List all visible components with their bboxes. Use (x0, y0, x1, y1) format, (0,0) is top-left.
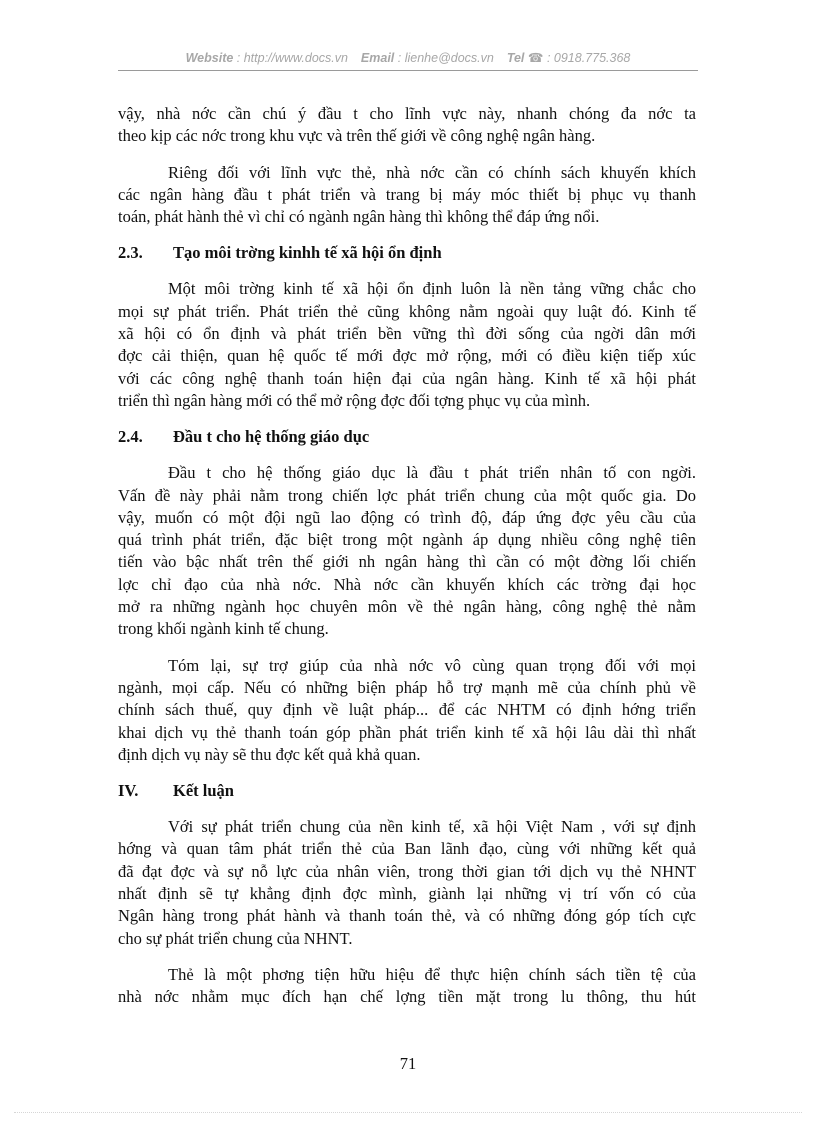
section-title: Tạo môi trờng kinhh tế xã hội ổn định (173, 243, 442, 263)
text-line: Tóm lại, sự trợ giúp của nhà nớc vô cùng quan trọng đối với mọi (168, 655, 696, 675)
text-line: Vấn đề này phải nằm trong chiến lợc phát triển chung của một quốc gia. Do (118, 485, 696, 505)
text-line: quá trình phát triển, đặc biệt trong một ngành áp dụng nhiều công nghệ tiên (118, 530, 696, 550)
paragraph-4 (118, 462, 696, 640)
phone-icon: ☎ (527, 51, 544, 65)
text-line: theo kịp các nớc trong khu vực và trên thế giới về công nghệ ngân hàng. (118, 126, 596, 146)
text-line: đợc cải thiện, quan hệ quốc tế mới đợc mở rộng, mới có điều kiện tiếp xúc (118, 346, 696, 366)
text-line: Riêng đối với lĩnh vực thẻ, nhà nớc cần có chính sách khuyến khích (168, 162, 696, 182)
paragraph-6 (118, 816, 696, 950)
text-line: toán, phát hành thẻ vì chỉ có ngành ngân hàng thì không thể đáp ứng nổi. (118, 207, 600, 227)
section-number: 2.3. (118, 243, 143, 263)
section-title: Kết luận (173, 781, 234, 801)
text-line: khai dịch vụ thẻ thanh toán góp phần phát triển kinh tế xã hội lâu dài thì nhất (118, 722, 696, 742)
footer-divider (14, 1112, 802, 1113)
text-line: các ngân hàng đầu t phát triển và trang bị máy móc thiết bị phục vụ thanh (118, 184, 696, 204)
paragraph-1 (118, 103, 696, 148)
section-title: Đầu t cho hệ thống giáo dục (173, 427, 370, 447)
website-label: Website (185, 51, 234, 65)
text-line: trong khối ngành kinh tế chung. (118, 619, 329, 639)
website-link[interactable]: http://www.docs.vn (243, 51, 348, 65)
header-divider (118, 70, 698, 71)
section-heading-2-3 (118, 242, 696, 264)
paragraph-7 (118, 964, 696, 1009)
page-number: 71 (399, 1054, 417, 1073)
email-link[interactable]: lienhe@docs.vn (404, 51, 494, 65)
text-line: định dịch vụ này sẽ thu đợc kết quả khả quan. (118, 744, 421, 764)
page-header (118, 50, 698, 65)
text-line: lợc chỉ đạo của nhà nớc. Nhà nớc cần khuyến khích các trờng đại học (118, 574, 696, 594)
text-line: chính sách thuế, quy định về luật pháp... để các NHTM có định hớng triển (118, 700, 696, 720)
text-line: nhà nớc nhằm mục đích hạn chế lợng tiền mặt trong lu thông, thu hút (118, 987, 696, 1007)
tel-value: 0918.775.368 (553, 51, 631, 65)
text-line: triển thì ngân hàng mới có thể mở rộng đợc đối tợng phục vụ của mình. (118, 390, 591, 410)
website-separator: : (233, 51, 244, 65)
section-heading-2-4 (118, 426, 696, 448)
paragraph-5 (118, 655, 696, 766)
text-line: với các công nghệ thanh toán hiện đại của ngân hàng. Kinh tế xã hội phát (118, 368, 696, 388)
text-line: hớng và quan tâm phát triển thẻ của Ban lãnh đạo, cùng với những kết quả (118, 839, 696, 859)
text-line: vậy, muốn có một đội ngũ lao động có trình độ, đáp ứng đợc yêu cầu của (118, 507, 696, 527)
paragraph-2 (118, 162, 696, 229)
text-line: Đầu t cho hệ thống giáo dục là đầu t phát triển nhân tố con ngời. (168, 463, 696, 483)
text-line: ngành, mọi cấp. Nếu có những biện pháp hỗ trợ mạnh mẽ của chính phủ về (118, 677, 696, 697)
text-line: Với sự phát triển chung của nền kinh tế, xã hội Việt Nam , với sự định (168, 817, 696, 837)
text-line: vậy, nhà nớc cần chú ý đầu t cho lĩnh vực này, nhanh chóng đa nớc ta (118, 104, 696, 123)
section-number: IV. (118, 781, 139, 801)
text-line: mọi sự phát triển. Phát triển thẻ cũng không nằm ngoài quy luật đó. Kinh tế (118, 301, 696, 321)
document-body (118, 103, 696, 1023)
email-label: Email (360, 51, 395, 65)
section-heading-iv (118, 780, 696, 802)
text-line: Ngân hàng trong phát hành và thanh toán thẻ, và có những đóng góp tích cực (118, 906, 696, 926)
tel-label: Tel (506, 51, 525, 65)
text-line: xã hội có ổn định và phát triển bền vững thì đời sống của ngời dân mới (118, 324, 696, 344)
email-separator: : (394, 51, 405, 65)
text-line: mở ra những ngành học chuyên môn về thẻ ngân hàng, công nghệ thẻ nằm (118, 597, 696, 617)
section-number: 2.4. (118, 427, 143, 447)
text-line: đã đạt đợc và sự nỗ lực của nhân viên, trong thời gian tới dịch vụ thẻ NHNT (118, 861, 696, 881)
text-line: Thẻ là một phơng tiện hữu hiệu để thực hiện chính sách tiền tệ của (168, 964, 696, 984)
tel-separator: : (543, 51, 554, 65)
text-line: nhất định sẽ tự khẳng định đợc mình, giành lại những vị trí vốn có của (118, 884, 696, 904)
paragraph-3 (118, 278, 696, 412)
text-line: cho sự phát triển chung của NHNT. (118, 928, 353, 948)
text-line: tiến vào bậc nhất trên thế giới nh ngân hàng thì cần có một đờng lối chiến (118, 552, 696, 572)
text-line: Một môi trờng kinh tế xã hội ổn định luôn là nền tảng vững chắc cho (168, 279, 696, 299)
